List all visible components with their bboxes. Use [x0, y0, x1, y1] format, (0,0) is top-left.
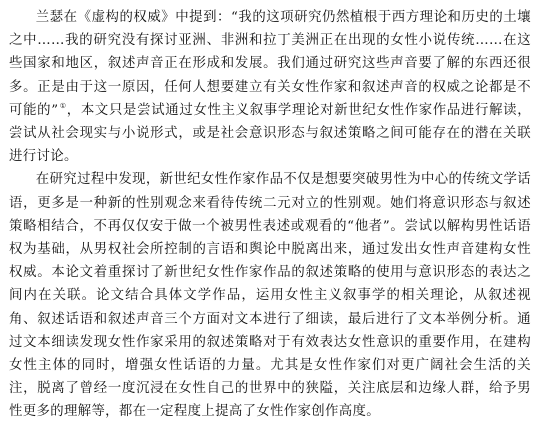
footnote-marker[interactable]: ①: [59, 102, 67, 111]
paragraph-1-continued: ，本文只是尝试通过女性主义叙事学理论对新世纪女性作家作品进行解读，尝试从社会现实与小说形式，或是社会意识形态与叙述策略之间可能存在的潜在关联进行讨论。: [9, 102, 531, 165]
paragraph-1: [9, 6, 531, 168]
paragraph-2-text: 在研究过程中发现，新世纪女性作家作品不仅是想要突破男性为中心的传统文学话语，更多是一种新的性别观念来看待传统二元对立的性别观。她们将意识形态与叙述策略相结合，不再仅仅安于做一个被男性表述或观看的“他者”。尝试以解构男性话语权为基础，从男权社会所控制的言语和舆论中脱离出来，通过发出女性声音建构女性权威。本论文着重探讨了新世纪女性作家作品的叙述策略的使用与意识形态的表达之间内在关联。论文结合具体文学作品，运用女性主义叙事学的相关理论，从叙述视角、叙述话语和叙述声音三个方面对文本进行了细读，最后进行了文本举例分析。通过文本细读发现女性作家采用的叙述策略对于有效表达女性意识的重要作用，在建构女性主体的同时，增强女性话语的力量。尤其是女性作家们对更广阔社会生活的关注，脱离了曾经一度沉浸在女性自己的世界中的狭隘，关注底层和边缘人群，给予男性更多的理解等，都在一定程度上提高了女性作家创作高度。: [9, 172, 531, 420]
paragraph-2: [9, 168, 531, 423]
paragraph-1-text: 兰瑟在《虚构的权威》中提到：“我的这项研究仍然植根于西方理论和历史的土壤之中……我的研究没有探讨亚洲、非洲和拉丁美洲正在出现的女性小说传统……在这些国家和地区，叙述声音正在形成和发展。我们通过研究这些声音要了解的东西还很多。正是由于这一原因，任何人想要建立有关女性作家和叙述声音的权威之论都是不可能的”: [9, 10, 531, 118]
document-body: [9, 6, 531, 424]
